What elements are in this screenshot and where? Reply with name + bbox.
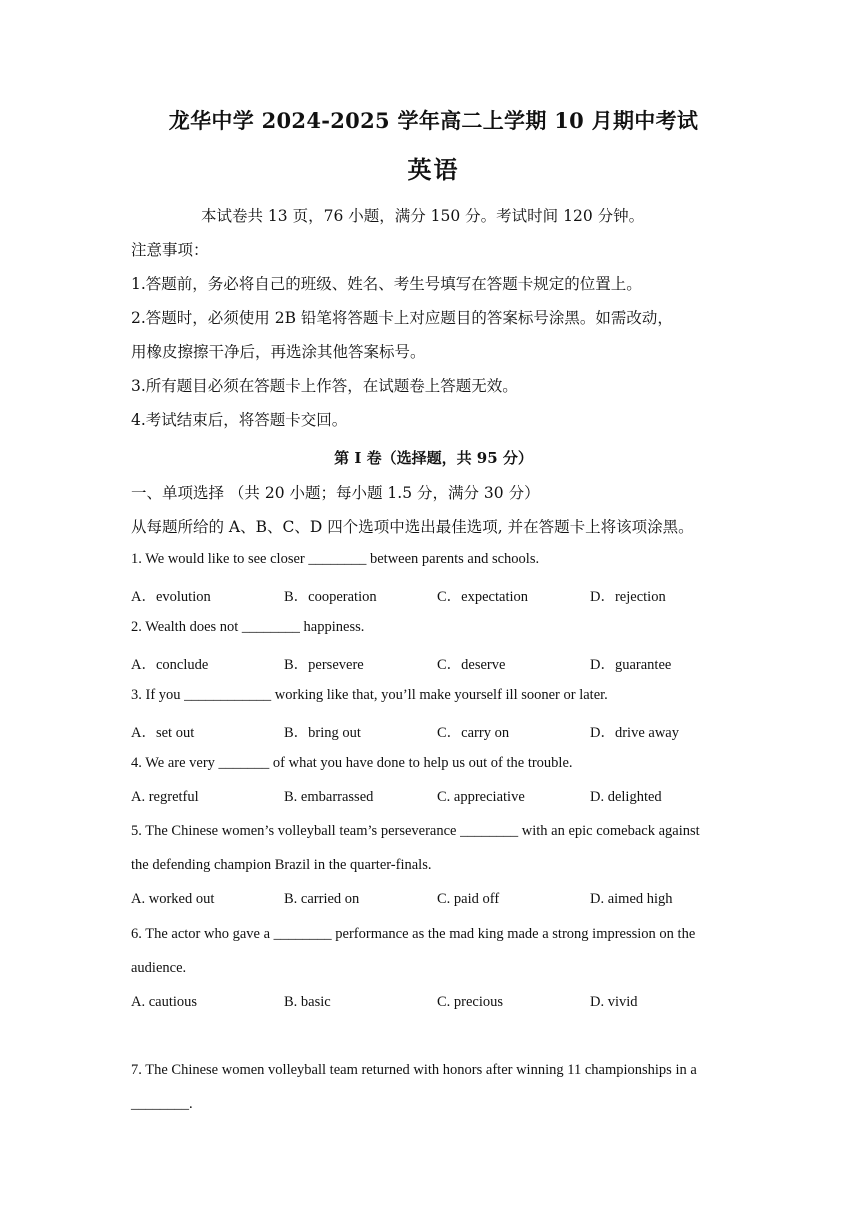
question-6-stem-cont: audience. [131, 960, 187, 976]
option-d: D. delighted [590, 789, 662, 805]
option-c: C．expectation [437, 589, 529, 605]
option-c: C. precious [437, 994, 504, 1010]
option-a: A. regretful [131, 789, 199, 805]
subject-title: 英语 [407, 155, 460, 184]
option-d: D．drive away [590, 725, 679, 741]
notice-item-4: 4.考试结束后，将答题卡交回。 [131, 411, 348, 429]
question-2-options [131, 653, 751, 673]
option-a: A．set out [131, 725, 195, 741]
option-b: B. embarrassed [284, 789, 374, 805]
option-c: C. paid off [437, 891, 500, 907]
question-2-stem: 2. Wealth does not ________ happiness. [131, 619, 365, 635]
notice-heading: 注意事项： [131, 241, 209, 259]
question-5-stem: 5. The Chinese women’s volleyball team’s perseverance ________ with an epic comeback against [131, 823, 700, 839]
question-3-stem: 3. If you ____________ working like that, you’ll make yourself ill sooner or later. [131, 687, 608, 703]
part-instruction: 从每题所给的 A、B、C、D 四个选项中选出最佳选项, 并在答题卡上将该项涂黑。 [131, 518, 694, 536]
section-title: 第 I 卷（选择题，共 95 分） [334, 449, 533, 467]
part-title: 一、单项选择 （共 20 小题；每小题 1.5 分，满分 30 分） [131, 484, 540, 502]
question-4-stem: 4. We are very _______ of what you have done to help us out of the trouble. [131, 755, 573, 771]
option-d: D. vivid [590, 994, 638, 1010]
option-d: D．guarantee [590, 657, 672, 673]
option-b: B．persevere [284, 657, 364, 673]
option-b: B. carried on [284, 891, 360, 907]
option-b: B．bring out [284, 725, 361, 741]
option-c: C. appreciative [437, 789, 525, 805]
option-a: A. cautious [131, 994, 198, 1010]
exam-intro: 本试卷共 13 页，76 小题，满分 150 分。考试时间 120 分钟。 [201, 207, 645, 225]
exam-title: 龙华中学 2024-2025 学年高二上学期 10 月期中考试 [168, 108, 699, 133]
question-1-options [131, 585, 751, 605]
question-6-stem: 6. The actor who gave a ________ performance as the mad king made a strong impression on the [131, 926, 696, 942]
notice-item-3: 3.所有题目必须在答题卡上作答，在试题卷上答题无效。 [131, 377, 518, 395]
option-a: A．evolution [131, 589, 211, 605]
question-6-options [131, 994, 751, 1014]
option-a: A．conclude [131, 657, 209, 673]
question-1-stem: 1. We would like to see closer ________ between parents and schools. [131, 551, 540, 567]
option-a: A. worked out [131, 891, 215, 907]
question-7-stem-cont: ________. [131, 1096, 193, 1112]
notice-item-1: 1.答题前，务必将自己的班级、姓名、考生号填写在答题卡规定的位置上。 [131, 275, 642, 293]
option-c: C．deserve [437, 657, 506, 673]
notice-item-2-cont: 用橡皮擦擦干净后，再选涂其他答案标号。 [131, 343, 426, 361]
question-5-options [131, 891, 751, 911]
option-d: D．rejection [590, 589, 666, 605]
question-3-options [131, 721, 751, 741]
question-7-stem: 7. The Chinese women volleyball team returned with honors after winning 11 championships in a [131, 1062, 697, 1078]
option-d: D. aimed high [590, 891, 673, 907]
option-b: B．cooperation [284, 589, 377, 605]
option-b: B. basic [284, 994, 331, 1010]
option-c: C．carry on [437, 725, 510, 741]
notice-item-2: 2.答题时，必须使用 2B 铅笔将答题卡上对应题目的答案标号涂黑。如需改动， [131, 309, 673, 327]
question-5-stem-cont: the defending champion Brazil in the quarter-finals. [131, 857, 432, 873]
question-4-options [131, 789, 751, 809]
